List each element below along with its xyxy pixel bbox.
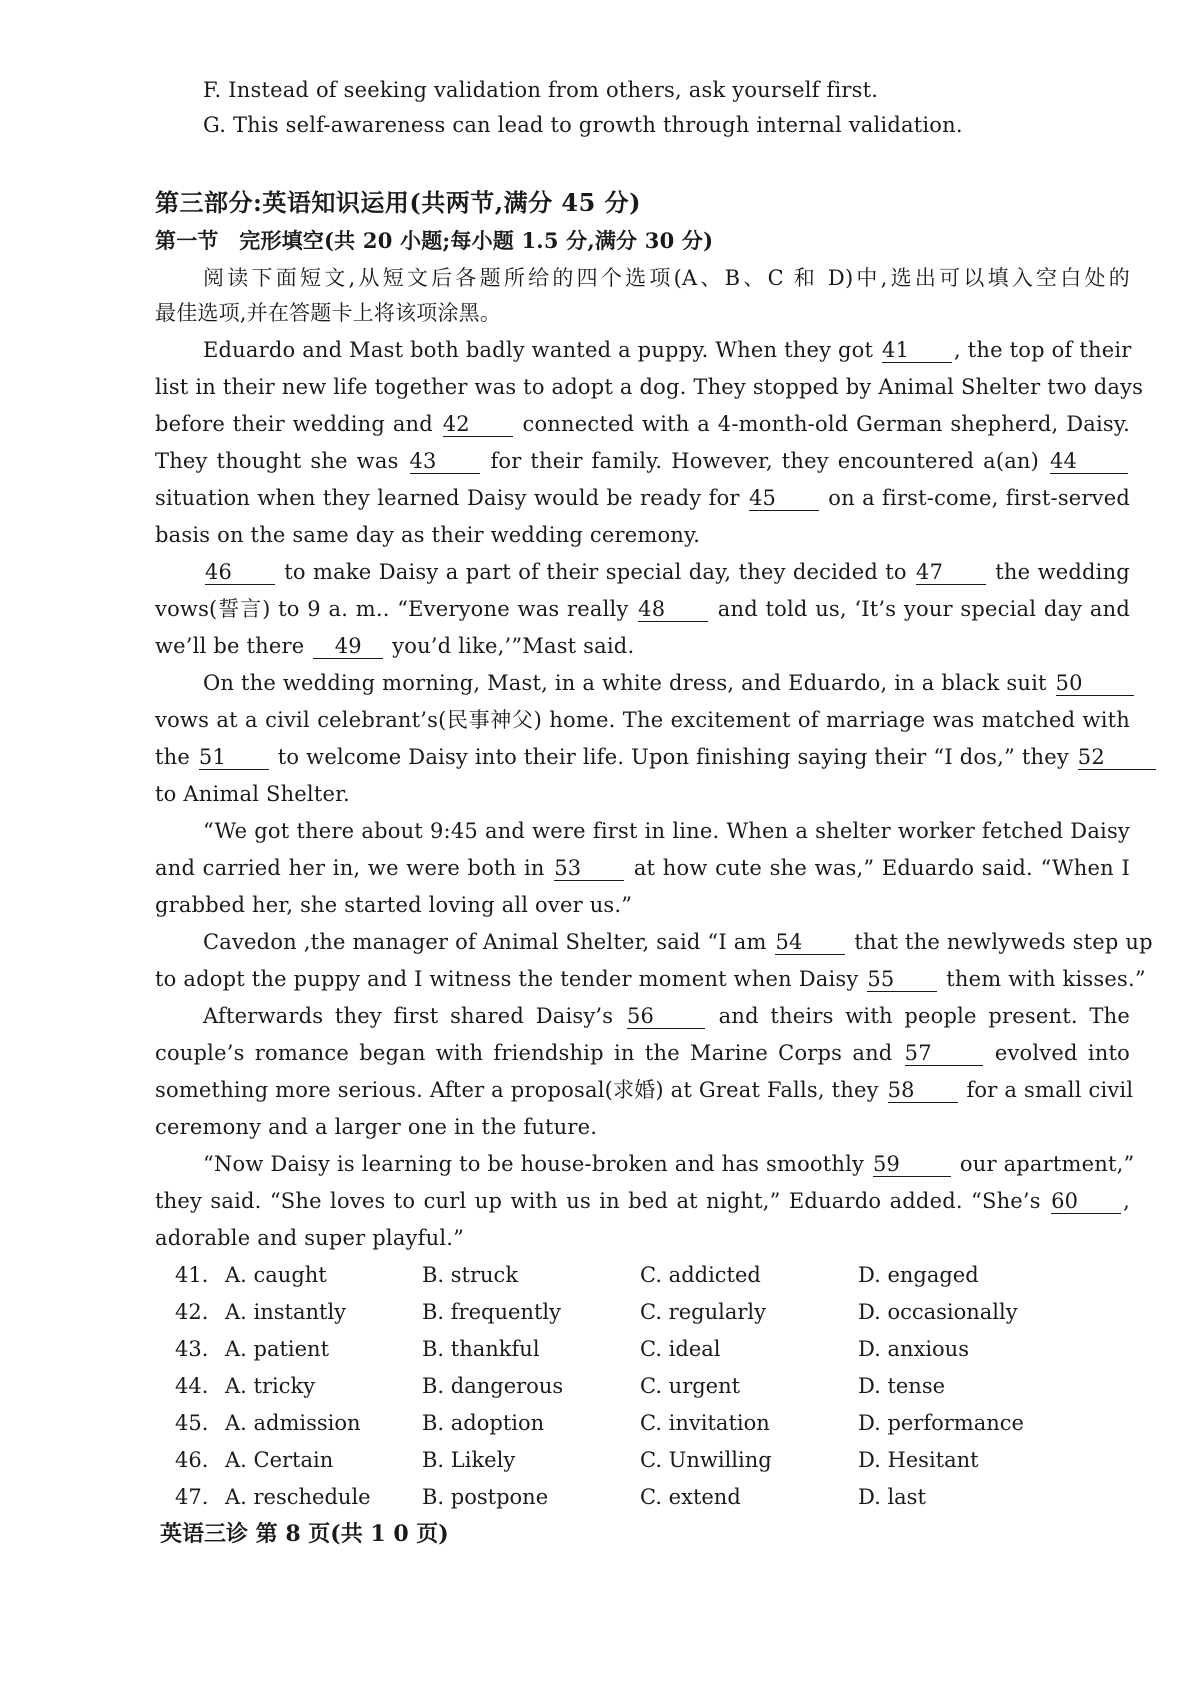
blank-50: 50 bbox=[1056, 671, 1134, 696]
passage-line: “Now Daisy is learning to be house-broken and has smoothly 59 our apartment,” bbox=[203, 1152, 1135, 1176]
instruction-line-2: 最佳选项,并在答题卡上将该项涂黑。 bbox=[155, 301, 502, 325]
passage-line: grabbed her, she started loving all over us.” bbox=[155, 893, 633, 917]
blank-58: 58 bbox=[888, 1078, 958, 1103]
blank-55: 55 bbox=[867, 967, 937, 992]
blank-46: 46 bbox=[205, 560, 275, 585]
section1-title: 完形填空(共 20 小题;每小题 1.5 分,满分 30 分) bbox=[239, 228, 714, 253]
passage-line: Afterwards they first shared Daisy’s 56 and theirs with people present. The bbox=[203, 1004, 1130, 1028]
blank-42: 42 bbox=[443, 412, 513, 437]
passage-line: and carried her in, we were both in 53 at how cute she was,” Eduardo said. “When I bbox=[155, 856, 1130, 880]
blank-54: 54 bbox=[775, 930, 845, 955]
blank-41: 41 bbox=[882, 338, 952, 363]
passage-line: to Animal Shelter. bbox=[155, 782, 350, 806]
blank-57: 57 bbox=[905, 1041, 983, 1066]
blank-47: 47 bbox=[916, 560, 986, 585]
passage-line: “We got there about 9:45 and were first in line. When a shelter worker fetched Daisy bbox=[203, 819, 1130, 843]
blank-48: 48 bbox=[638, 597, 708, 622]
blank-45: 45 bbox=[749, 486, 819, 511]
option-g: G. This self-awareness can lead to growth through internal validation. bbox=[203, 113, 963, 137]
passage-line: Cavedon ,the manager of Animal Shelter, said “I am 54 that the newlyweds step up bbox=[203, 930, 1153, 954]
passage-line: 46 to make Daisy a part of their special day, they decided to 47 the wedding bbox=[205, 560, 1130, 584]
passage-line: they said. “She loves to curl up with us in bed at night,” Eduardo added. “She’s 60 , bbox=[155, 1189, 1130, 1213]
passage-line: situation when they learned Daisy would be ready for 45 on a first-come, first-served bbox=[155, 486, 1130, 510]
blank-51: 51 bbox=[199, 745, 269, 770]
blank-56: 56 bbox=[627, 1004, 705, 1029]
section1-label: 第一节 bbox=[155, 228, 219, 253]
passage-line: vows(誓言) to 9 a. m.. “Everyone was really 48 and told us, ‘It’s your special day and bbox=[155, 597, 1130, 621]
passage-line: something more serious. After a proposal(求婚) at Great Falls, they 58 for a small civil bbox=[155, 1078, 1134, 1102]
blank-53: 53 bbox=[554, 856, 624, 881]
passage-line: Eduardo and Mast both badly wanted a puppy. When they got 41 , the top of their bbox=[203, 338, 1132, 362]
option-f: F. Instead of seeking validation from others, ask yourself first. bbox=[203, 78, 879, 102]
passage-line: On the wedding morning, Mast, in a white dress, and Eduardo, in a black suit 50 bbox=[203, 668, 1130, 698]
passage-line: ceremony and a larger one in the future. bbox=[155, 1115, 598, 1139]
passage-line: basis on the same day as their wedding ceremony. bbox=[155, 523, 701, 547]
passage-line: list in their new life together was to adopt a dog. They stopped by Animal Shelter two days bbox=[155, 375, 1144, 399]
exam-page: F. Instead of seeking validation from others, ask yourself first. G. This self-awareness can lead to growth through internal validation. 第三部分:英语知识运用(共两节,满分 45 分) 第一节 完形填空(共 20 小题;每小题 1.5 分,满分 30 分) 阅读下面短文,从短文后各题所给的四个选项(A、B、C 和 D)中,选出可以填入空白处的 最佳选项,并在答题卡上将该项涂黑。 Eduardo and Mast both badly wanted a puppy. When they got 41 , the top of their list in their new life together was to adopt a dog. They stopped by Animal Shelter two days before their wedding and 42 connected with a 4-month-old German shepherd, Daisy. They thought she was 43 for their family. However, they encountered a(an) 44 situation when they learned Daisy would be ready for 45 on a first-come, first-served basis on the same day as their wedding ceremony. 46 to make Daisy a part of their special day, they decided to 47 the wedding vows(誓言) to 9 a. m.. “Everyone was really 48 and told us, ‘It’s your special day and we’ll be there 49 you’d like,’”Mast said. On the wedding morning, Mast, in a white dress, and Eduardo, in a black suit 50 vows at a civil celebrant’s(民事神父) home. The excitement of marriage was matched with the 51 to welcome Daisy into their life. Upon finishing saying their “I dos,” they 52 to Animal Shelter. “We got there about 9:45 and were first in line. When a shelter worker fetched Daisy and carried her in, we were both in 53 at how cute she was,” Eduardo said. “When I grabbed her, she started loving all over us.” Cavedon ,the manager of Animal Shelter, said “I am 54 that the newlyweds step up to adopt the puppy and I witness the tender moment when Daisy 55 them with kisses.” Afterwards they first shared Daisy’s 56 and theirs with people present. The couple’s romance began with friendship in the Marine Corps and 57 evolved into something more serious. After a proposal(求婚) at Great Falls, they 58 for a small civil ceremony and a larger one in the future. “Now Daisy is learning to be house-broken and has smoothly 59 our apartment,” they said. “She loves to curl up with us in bed at night,” Eduardo added. “She’s 60 , adorable and super playful.” 41. A. caught B. struck C. addicted D. engaged 42. A. instantly B. frequently C. regularly D. occasionally 43. A. patient B. thankful C. ideal D. anxious 44. A. tricky B. dangerous C. urgent D. tense 45. A. admission B. adoption C. invitation D. performance 46. A. Certain B. Likely C. Unwilling D. Hesitant 47. A. reschedule B. postpone C. extend D. last 英语三诊 第 8 页(共 1 0 页) bbox=[0, 0, 1200, 1699]
blank-49: 49 bbox=[313, 634, 383, 659]
blank-44: 44 bbox=[1050, 449, 1128, 474]
passage-line: we’ll be there 49 you’d like,’”Mast said. bbox=[155, 634, 635, 658]
instruction-line-1: 阅读下面短文,从短文后各题所给的四个选项(A、B、C 和 D)中,选出可以填入空白处的 bbox=[203, 266, 1130, 290]
section1-heading bbox=[155, 226, 713, 256]
blank-60: 60 bbox=[1051, 1189, 1121, 1214]
blank-59: 59 bbox=[873, 1152, 951, 1177]
page-footer: 英语三诊 第 8 页(共 1 0 页) bbox=[160, 1521, 449, 1547]
part3-title: 第三部分:英语知识运用(共两节,满分 45 分) bbox=[155, 188, 642, 217]
passage-line: before their wedding and 42 connected with a 4-month-old German shepherd, Daisy. bbox=[155, 412, 1130, 436]
passage-line: the 51 to welcome Daisy into their life. Upon finishing saying their “I dos,” they 52 bbox=[155, 742, 1130, 772]
blank-43: 43 bbox=[410, 449, 480, 474]
passage-line: vows at a civil celebrant’s(民事神父) home. The excitement of marriage was matched with bbox=[155, 708, 1130, 732]
passage-line: adorable and super playful.” bbox=[155, 1226, 465, 1250]
passage-line: to adopt the puppy and I witness the tender moment when Daisy 55 them with kisses.” bbox=[155, 967, 1146, 991]
blank-52: 52 bbox=[1078, 745, 1156, 770]
passage-line: They thought she was 43 for their family. However, they encountered a(an) 44 bbox=[155, 446, 1130, 476]
passage-line: couple’s romance began with friendship in the Marine Corps and 57 evolved into bbox=[155, 1041, 1130, 1065]
